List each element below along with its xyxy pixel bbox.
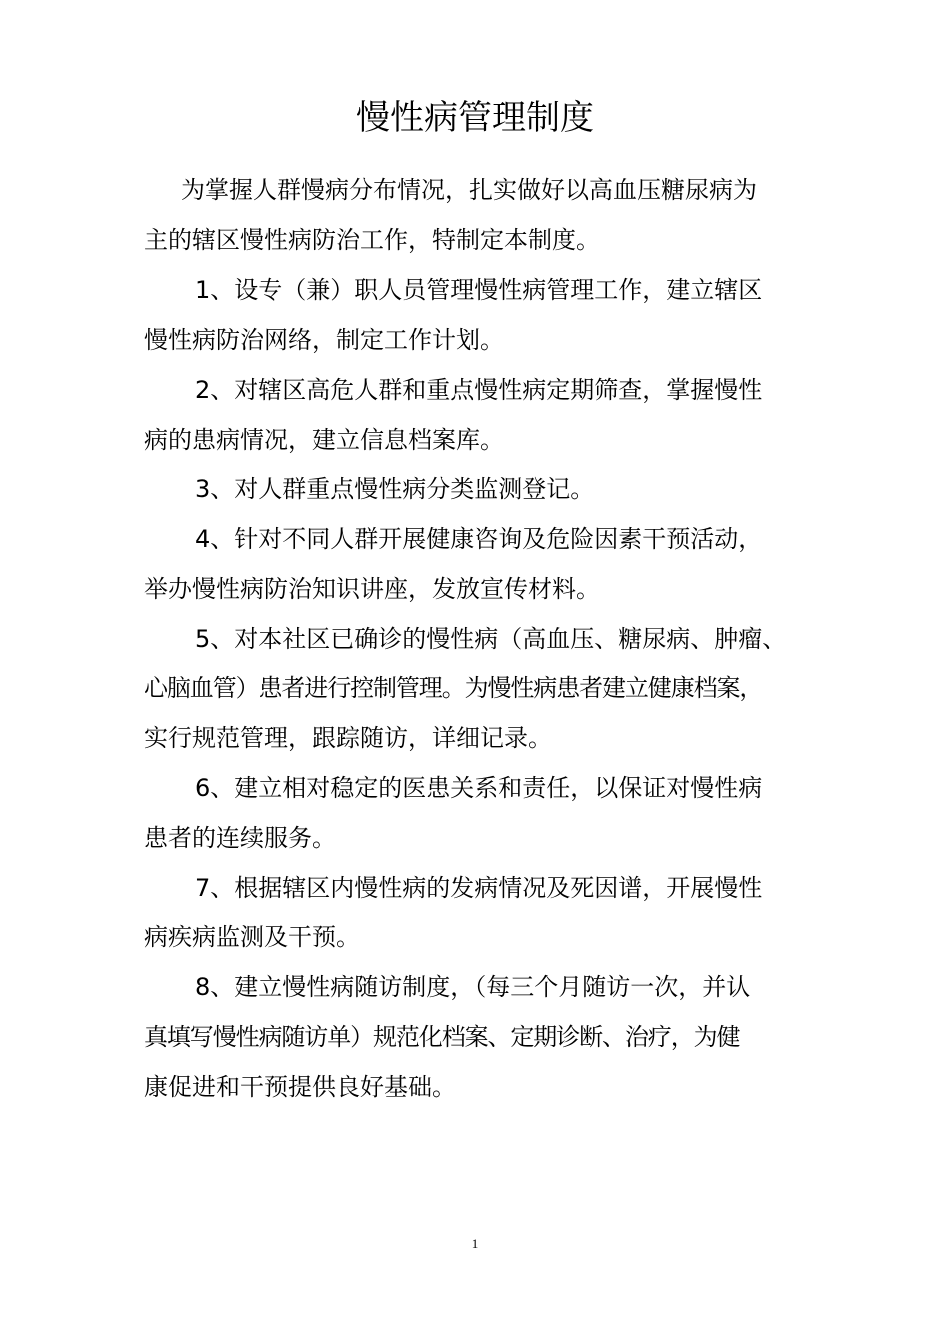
item-3-line-1: 3、对人群重点慢性病分类监测登记。 (195, 475, 595, 503)
item-2-line-2: 病的患病情况，建立信息档案库。 (144, 426, 504, 454)
document-title: 慢性病管理制度 (356, 98, 594, 138)
item-7-line-2: 病疾病监测及干预。 (144, 923, 360, 951)
item-4-line-1: 4、针对不同人群开展健康咨询及危险因素干预活动， (195, 525, 763, 553)
item-5-line-2: 心脑血管）患者进行控制管理。为慢性病患者建立健康档案， (144, 674, 763, 702)
item-7-line-1: 7、根据辖区内慢性病的发病情况及死因谱，开展慢性 (195, 874, 763, 902)
item-6-line-1: 6、建立相对稳定的医患关系和责任，以保证对慢性病 (195, 774, 763, 802)
item-6-line-2: 患者的连续服务。 (144, 824, 336, 852)
item-8-line-2: 真填写慢性病随访单）规范化档案、定期诊断、治疗，为健 (144, 1023, 740, 1051)
item-4-line-2: 举办慢性病防治知识讲座，发放宣传材料。 (144, 575, 600, 603)
item-5-line-1: 5、对本社区已确诊的慢性病（高血压、糖尿病、肿瘤、 (195, 625, 787, 653)
item-1-line-1: 1、设专（兼）职人员管理慢性病管理工作，建立辖区 (195, 276, 763, 304)
intro-line-1: 为掌握人群慢病分布情况，扎实做好以高血压糖尿病为 (181, 176, 757, 204)
item-5-line-3: 实行规范管理，跟踪随访，详细记录。 (144, 724, 552, 752)
page-number: 1 (471, 1236, 479, 1251)
intro-line-2: 主的辖区慢性病防治工作，特制定本制度。 (144, 226, 600, 254)
item-8-line-3: 康促进和干预提供良好基础。 (144, 1073, 456, 1101)
item-1-line-2: 慢性病防治网络，制定工作计划。 (144, 326, 504, 354)
item-8-line-1: 8、建立慢性病随访制度，（每三个月随访一次，并认 (195, 973, 751, 1001)
item-2-line-1: 2、对辖区高危人群和重点慢性病定期筛查，掌握慢性 (195, 376, 763, 404)
